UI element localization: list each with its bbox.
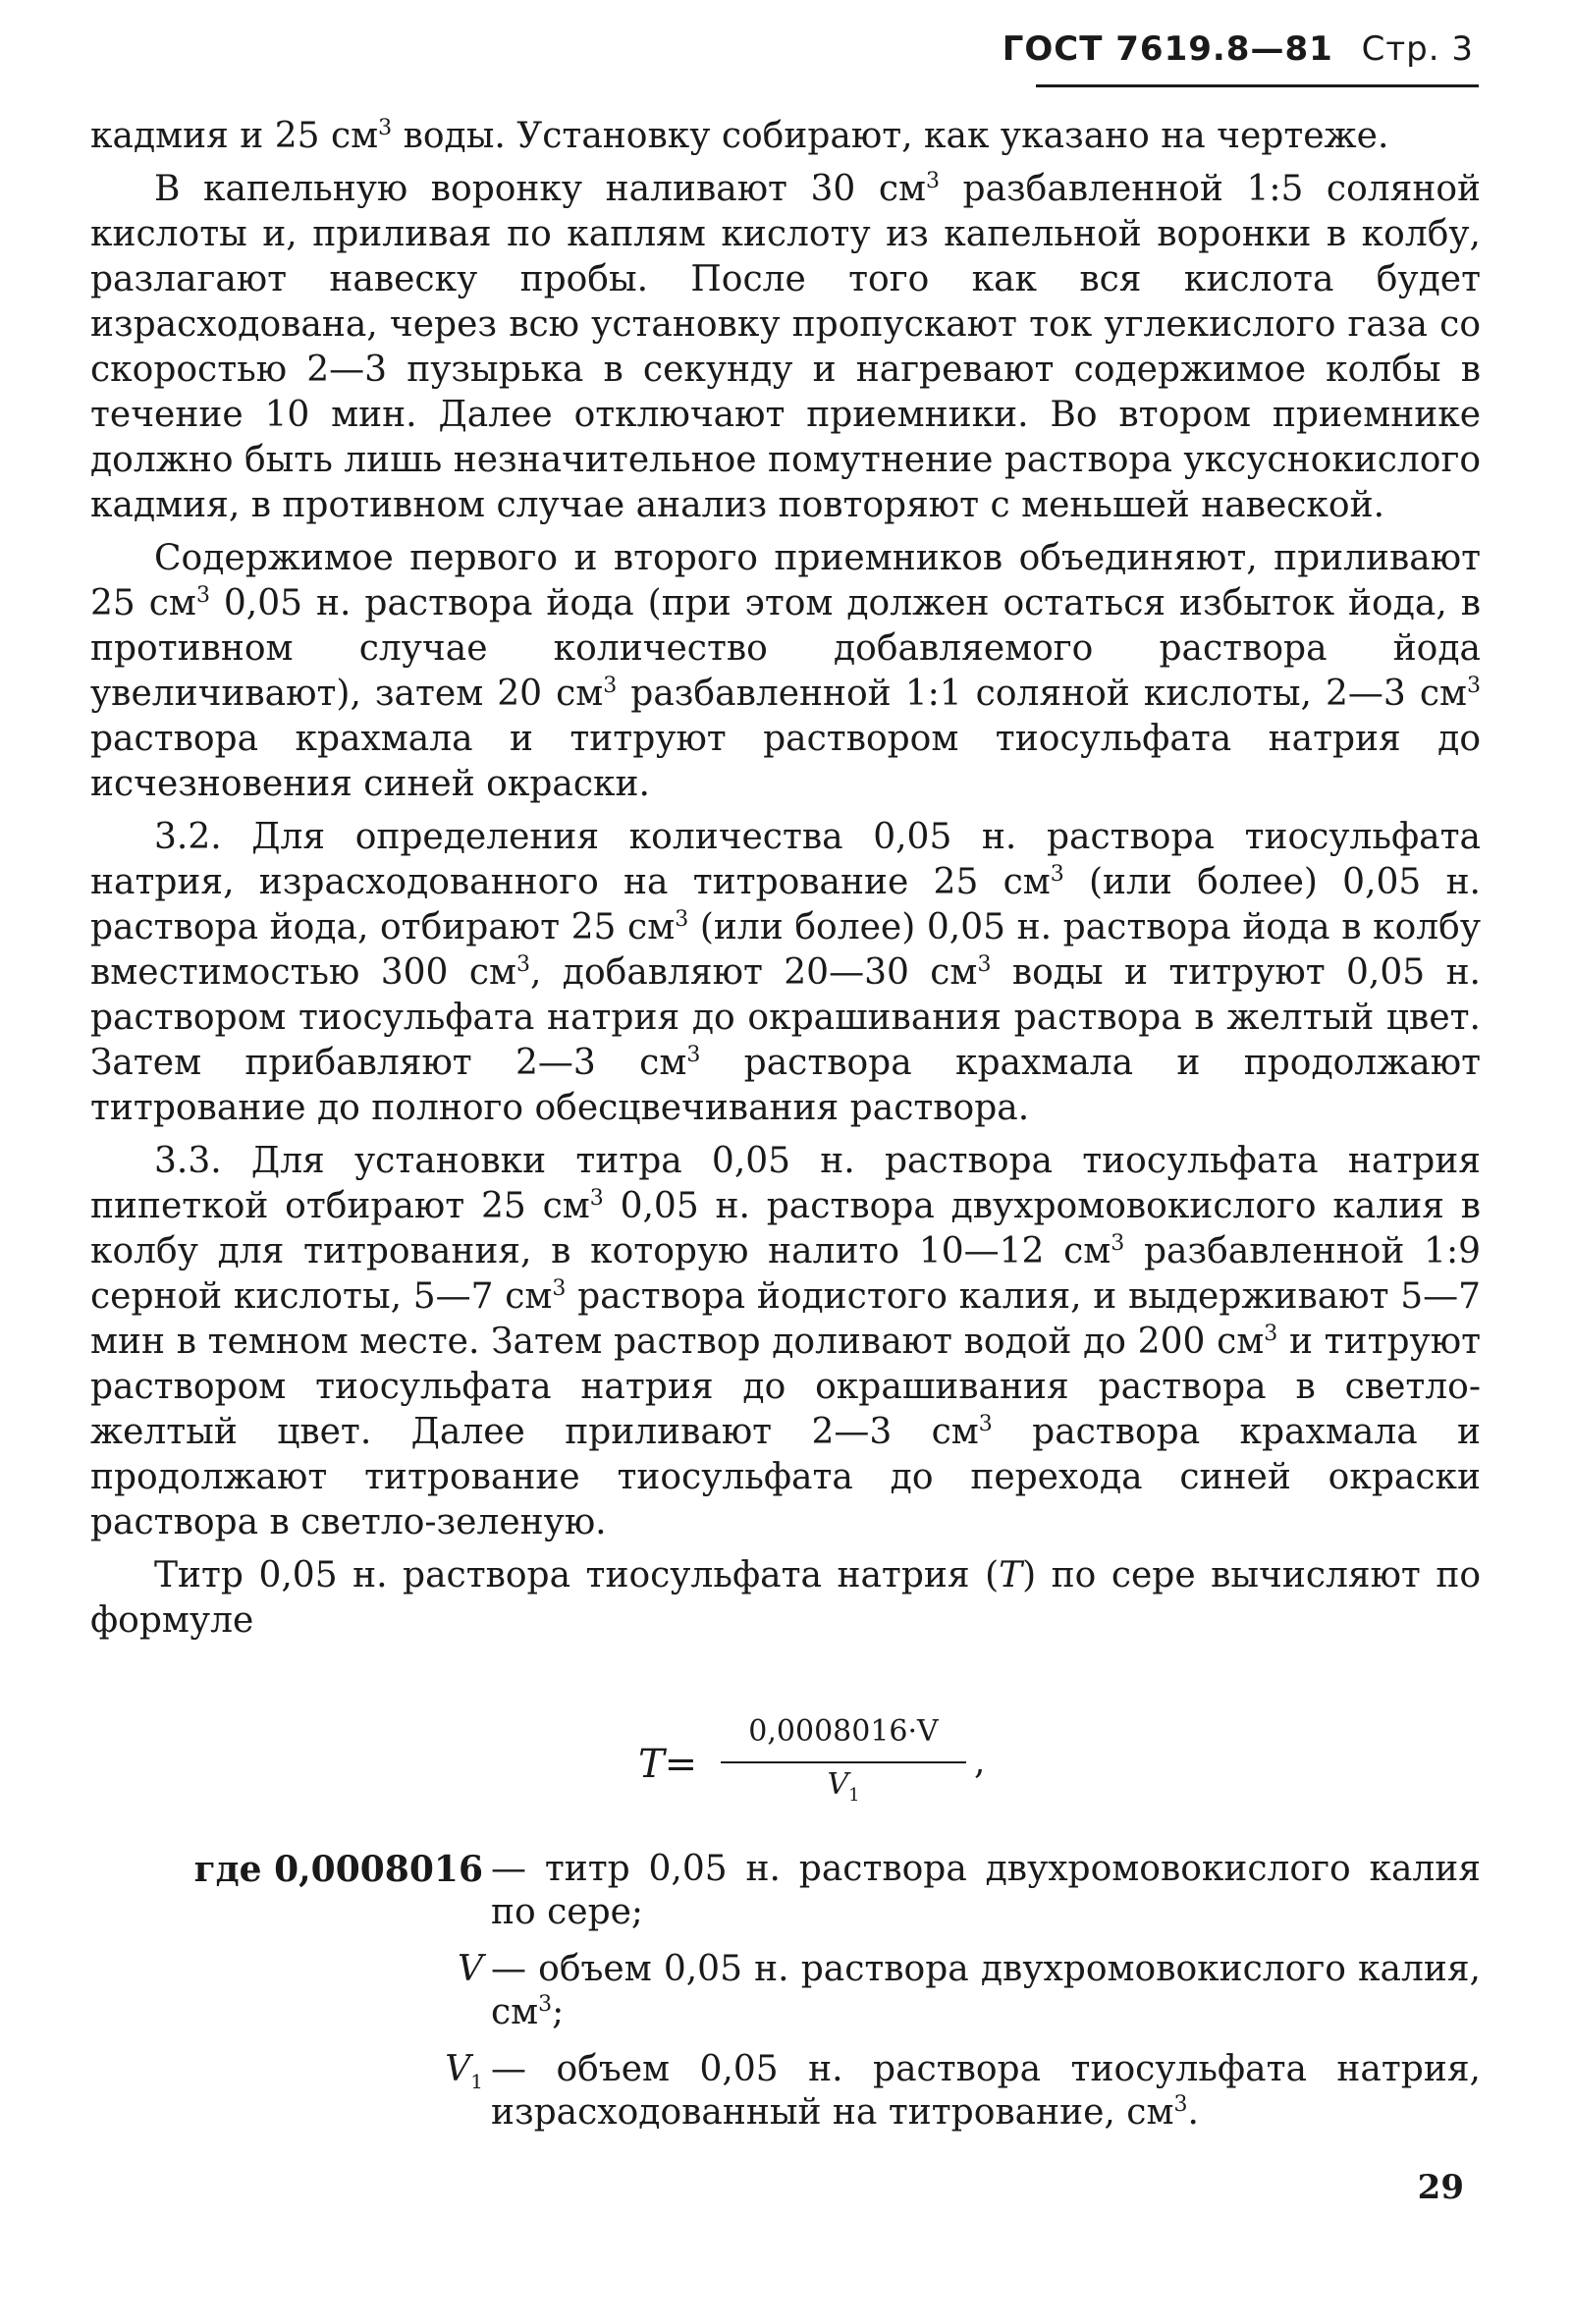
page-header [1003,29,1474,69]
body-text [90,114,1481,1651]
page-number: 29 [1417,2168,1464,2207]
page-reference: Стр. 3 [1361,29,1474,69]
formula-denominator: $V_1$ [827,1767,860,1806]
paragraph-decomposition: В капельную воронку наливают 30 $см^3$ разбавленной 1:5 соляной кислоты и, приливая по каплям кислоту из капельной воронки в колбу, разлагают навеску пробы. После того как вся кислота будет израсходована, через всю установку пропускают ток углекислого газа со скоростью 2—3 пузырька в секунду и нагревают содержимое колбы в течение 10 мин. Далее отключают приемники. Во втором приемнике должно быть лишь незначительное помутнение раствора уксуснокислого кадмия, в противном случае анализ повторяют с меньшей навеской. [90,169,1481,525]
definition-constant: где 0,0008016 — титр 0,05 н. раствора двухромовокислого калия по сере; [193,1849,1481,1932]
standard-number: ГОСТ 7619.8—81 [1002,29,1333,69]
paragraph-titer-formula-intro: Титр 0,05 н. раствора тиосульфата натрия (T) по сере вычисляют по формуле [90,1555,1482,1641]
formula-numerator: 0,0008016·V [748,1714,939,1749]
formula-trail: , [974,1742,986,1782]
section-3-2: 3.2. Для определения количества 0,05 н. раствора тиосульфата натрия, израсходованного на титрование 25 $см^3$ (или более) 0,05 н. раствора йода, отбирают 25 $см^3$ (или более) 0,05 н. раствора йода в колбу вместимостью 300 $см^3$, добавляют 20—30 $см^3$ воды и титруют 0,05 н. раствором тиосульфата натрия до окрашивания раствора в желтый цвет. Затем прибавляют 2—3 $см^3$ раствора крахмала и продолжают титрование до полного обесцвечивания раствора. [90,817,1482,1128]
paragraph-continuation: кадмия и 25 $см^3$ воды. Установку собирают, как указано на чертеже. [90,116,1389,156]
paragraph-titration: Содержимое первого и второго приемников объединяют, приливают 25 $см^3$ 0,05 н. раствора йода (при этом должен остаться избыток йода, в противном случае количество добавляемого раствора йода увеличивают), затем 20 $см^3$ разбавленной 1:1 соляной кислоты, 2—3 $см^3$ раствора крахмала и титруют раствором тиосульфата натрия до исчезновения синей окраски. [90,538,1481,804]
formula-definitions [90,1848,1481,2148]
fraction-bar [721,1761,966,1763]
header-rule [1036,84,1479,87]
definition-v1: $V_1$ — объем 0,05 н. раствора тиосульфата натрия, израсходованный на титрование, $см^3$. [445,2049,1481,2133]
section-3-3: 3.3. Для установки титра 0,05 н. раствора тиосульфата натрия пипеткой отбирают 25 $см^3$ 0,05 н. раствора двухромовокислого калия в колбу для титрования, в которую налито 10—12 $см^3$ разбавленной 1:9 серной кислоты, 5—7 $см^3$ раствора йодистого калия, и выдерживают 5—7 мин в темном месте. Затем раствор доливают водой до 200 $см^3$ и титруют раствором тиосульфата натрия до окрашивания раствора в светло-желтый цвет. Далее приливают 2—3 $см^3$ раствора крахмала и продолжают титрование тиосульфата до перехода синей окраски раствора в светло-зеленую. [90,1141,1482,1542]
titer-formula [638,1706,992,1824]
formula-lhs: T= [638,1742,698,1787]
definition-v: V — объем 0,05 н. раствора двухромовокислого калия, $см^3$; [458,1949,1481,2032]
